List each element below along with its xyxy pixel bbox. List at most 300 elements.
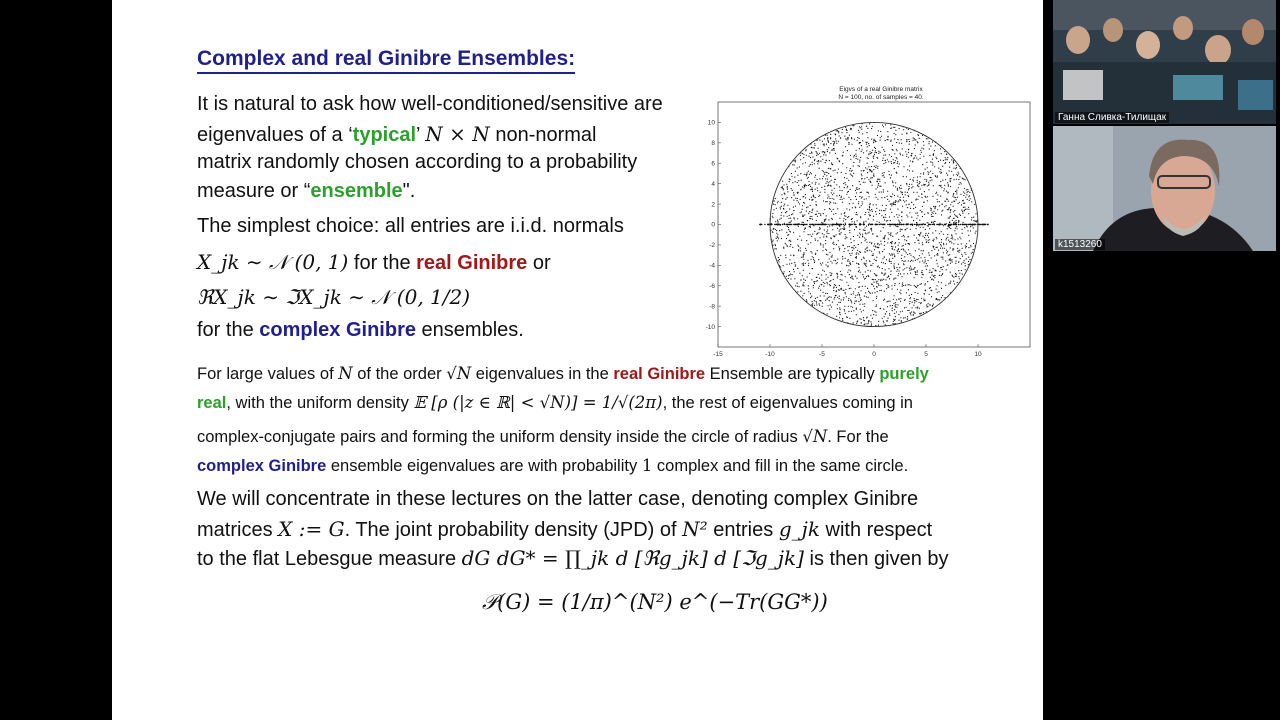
eigenvalue-point [865, 292, 866, 293]
eigenvalue-point [894, 313, 895, 314]
eigenvalue-point [906, 184, 907, 185]
y-tick-label: 2 [711, 201, 715, 209]
eigenvalue-point [884, 275, 885, 276]
eigenvalue-point [938, 168, 939, 169]
eigenvalue-point [900, 154, 901, 155]
eigenvalue-point [890, 232, 891, 233]
eigenvalue-point [863, 152, 864, 153]
eigenvalue-point [954, 197, 955, 198]
eigenvalue-point [920, 232, 921, 233]
eigenvalue-point [945, 157, 946, 158]
eigenvalue-point [937, 201, 938, 202]
eigenvalue-point [928, 184, 929, 185]
eigenvalue-point [882, 175, 883, 176]
eigenvalue-point [864, 264, 865, 265]
eigenvalue-point [821, 280, 822, 281]
real-eigenvalue-point [889, 224, 890, 225]
eigenvalue-point [789, 275, 790, 276]
eigenvalue-point [897, 161, 898, 162]
eigenvalue-point [781, 229, 782, 230]
math-real-normal: X_jk ∼ 𝒩 (0, 1) [197, 250, 349, 274]
eigenvalue-point [965, 269, 966, 270]
p2-text4c: ensembles. [415, 319, 524, 341]
eigenvalue-point [910, 255, 911, 256]
eigenvalue-point [915, 144, 916, 145]
eigenvalue-point [956, 167, 957, 168]
eigenvalue-point [953, 162, 954, 163]
eigenvalue-point [934, 150, 935, 151]
eigenvalue-point [906, 141, 907, 142]
eigenvalue-point [911, 187, 912, 188]
eigenvalue-point [853, 162, 854, 163]
eigenvalue-point [806, 155, 807, 156]
eigenvalue-point [859, 229, 860, 230]
eigenvalue-point [826, 175, 827, 176]
eigenvalue-point [840, 302, 841, 303]
eigenvalue-point [844, 309, 845, 310]
eigenvalue-point [784, 204, 785, 205]
audience-video-image [1053, 0, 1276, 124]
eigenvalue-point [909, 170, 910, 171]
eigenvalue-point [791, 220, 792, 221]
eigenvalue-point [898, 249, 899, 250]
eigenvalue-point [835, 153, 836, 154]
eigenvalue-point [920, 257, 921, 258]
eigenvalue-point [914, 235, 915, 236]
eigenvalue-point [941, 187, 942, 188]
eigenvalue-point [787, 187, 788, 188]
eigenvalue-point [856, 158, 857, 159]
eigenvalue-point [970, 198, 971, 199]
p2-line3 [197, 285, 470, 310]
eigenvalue-point [834, 143, 835, 144]
eigenvalue-point [827, 283, 828, 284]
eigenvalue-point [799, 166, 800, 167]
eigenvalue-point [941, 214, 942, 215]
real-eigenvalue-point [816, 224, 817, 225]
eigenvalue-point [917, 215, 918, 216]
eigenvalue-point [810, 218, 811, 219]
eigenvalue-point [907, 316, 908, 317]
eigenvalue-point [797, 283, 798, 284]
eigenvalue-point [897, 217, 898, 218]
eigenvalue-point [925, 266, 926, 267]
eigenvalue-point [914, 257, 915, 258]
eigenvalue-point [860, 297, 861, 298]
eigenvalue-point [883, 158, 884, 159]
eigenvalue-point [954, 283, 955, 284]
eigenvalue-point [893, 185, 894, 186]
eigenvalue-point [930, 161, 931, 162]
eigenvalue-point [882, 280, 883, 281]
eigenvalue-point [810, 186, 811, 187]
eigenvalue-point [790, 273, 791, 274]
eigenvalue-point [857, 294, 858, 295]
eigenvalue-point [886, 259, 887, 260]
eigenvalue-point [844, 306, 845, 307]
eigenvalue-point [900, 185, 901, 186]
eigenvalue-plot-svg [704, 78, 1034, 360]
eigenvalue-point [816, 234, 817, 235]
eigenvalue-point [884, 151, 885, 152]
eigenvalue-point [814, 145, 815, 146]
eigenvalue-point [889, 234, 890, 235]
eigenvalue-point [863, 229, 864, 230]
eigenvalue-point [911, 311, 912, 312]
eigenvalue-point [837, 262, 838, 263]
eigenvalue-point [867, 177, 868, 178]
eigenvalue-point [924, 191, 925, 192]
eigenvalue-point [773, 228, 774, 229]
eigenvalue-point [865, 167, 866, 168]
eigenvalue-point [885, 313, 886, 314]
eigenvalue-point [926, 138, 927, 139]
eigenvalue-point [874, 311, 875, 312]
eigenvalue-point [895, 134, 896, 135]
eigenvalue-point [775, 221, 776, 222]
eigenvalue-point [844, 229, 845, 230]
eigenvalue-point [845, 276, 846, 277]
eigenvalue-point [866, 276, 867, 277]
eigenvalue-point [819, 178, 820, 179]
eigenvalue-point [890, 177, 891, 178]
eigenvalue-point [899, 163, 900, 164]
eigenvalue-point [823, 213, 824, 214]
eigenvalue-point [865, 278, 866, 279]
eigenvalue-point [903, 200, 904, 201]
real-eigenvalue-point [960, 224, 961, 225]
eigenvalue-point [870, 315, 871, 316]
eigenvalue-point [824, 234, 825, 235]
eigenvalue-point [783, 205, 784, 206]
eigenvalue-point [871, 325, 872, 326]
eigenvalue-point [827, 149, 828, 150]
eigenvalue-point [856, 300, 857, 301]
eigenvalue-point [806, 175, 807, 176]
eigenvalue-point [869, 214, 870, 215]
eigenvalue-point [799, 286, 800, 287]
eigenvalue-point [800, 173, 801, 174]
eigenvalue-point [894, 127, 895, 128]
eigenvalue-point [835, 179, 836, 180]
eigenvalue-point [854, 229, 855, 230]
eigenvalue-point [875, 188, 876, 189]
eigenvalue-point [886, 288, 887, 289]
eigenvalue-point [837, 158, 838, 159]
eigenvalue-point [835, 213, 836, 214]
eigenvalue-point [810, 172, 811, 173]
eigenvalue-point [912, 307, 913, 308]
p4-text3a: to the flat Lebesgue measure [197, 548, 462, 570]
eigenvalue-point [961, 183, 962, 184]
eigenvalue-point [847, 260, 848, 261]
eigenvalue-point [814, 262, 815, 263]
eigenvalue-point [790, 278, 791, 279]
eigenvalue-point [881, 243, 882, 244]
eigenvalue-point [829, 225, 830, 226]
eigenvalue-point [791, 176, 792, 177]
eigenvalue-point [853, 291, 854, 292]
eigenvalue-point [948, 255, 949, 256]
eigenvalue-point [809, 153, 810, 154]
eigenvalue-point [831, 273, 832, 274]
eigenvalue-point [793, 232, 794, 233]
real-eigenvalue-point [826, 224, 827, 225]
eigenvalue-point [951, 202, 952, 203]
eigenvalue-point [772, 213, 773, 214]
eigenvalue-point [953, 248, 954, 249]
eigenvalue-point [960, 182, 961, 183]
eigenvalue-point [822, 141, 823, 142]
eigenvalue-point [833, 193, 834, 194]
eigenvalue-point [800, 155, 801, 156]
eigenvalue-point [789, 240, 790, 241]
eigenvalue-point [812, 182, 813, 183]
eigenvalue-point [922, 270, 923, 271]
eigenvalue-point [935, 270, 936, 271]
eigenvalue-point [888, 286, 889, 287]
math-n-by-n: N × N [425, 122, 490, 146]
eigenvalue-point [946, 154, 947, 155]
eigenvalue-point [896, 142, 897, 143]
eigenvalue-point [832, 229, 833, 230]
eigenvalue-point [846, 178, 847, 179]
eigenvalue-point [917, 182, 918, 183]
eigenvalue-point [937, 209, 938, 210]
eigenvalue-point [912, 269, 913, 270]
real-eigenvalue-point [910, 224, 911, 225]
eigenvalue-point [862, 234, 863, 235]
eigenvalue-point [908, 149, 909, 150]
eigenvalue-point [861, 311, 862, 312]
eigenvalue-point [837, 297, 838, 298]
eigenvalue-point [839, 298, 840, 299]
eigenvalue-point [837, 308, 838, 309]
eigenvalue-point [787, 189, 788, 190]
eigenvalue-point [837, 304, 838, 305]
eigenvalue-point [910, 273, 911, 274]
eigenvalue-point [823, 236, 824, 237]
eigenvalue-point [784, 271, 785, 272]
eigenvalue-point [896, 150, 897, 151]
eigenvalue-point [840, 274, 841, 275]
eigenvalue-point [859, 286, 860, 287]
eigenvalue-point [933, 222, 934, 223]
eigenvalue-point [803, 202, 804, 203]
eigenvalue-point [949, 259, 950, 260]
eigenvalue-point [815, 240, 816, 241]
eigenvalue-point [858, 267, 859, 268]
eigenvalue-point [933, 240, 934, 241]
math-density-formula: 𝔼 [ρ (|z ∈ ℝ| < √N)] = 1/√(2π) [413, 393, 663, 412]
eigenvalue-point [895, 278, 896, 279]
eigenvalue-point [942, 180, 943, 181]
eigenvalue-point [811, 252, 812, 253]
eigenvalue-point [894, 216, 895, 217]
eigenvalue-point [818, 274, 819, 275]
eigenvalue-point [843, 251, 844, 252]
eigenvalue-point [815, 175, 816, 176]
eigenvalue-point [852, 247, 853, 248]
eigenvalue-point [779, 219, 780, 220]
eigenvalue-point [852, 218, 853, 219]
eigenvalue-point [878, 130, 879, 131]
eigenvalue-point [892, 310, 893, 311]
eigenvalue-point [866, 126, 867, 127]
eigenvalue-point [947, 264, 948, 265]
eigenvalue-point [831, 190, 832, 191]
x-tick-label: 0 [872, 351, 876, 358]
eigenvalue-point [933, 304, 934, 305]
eigenvalue-point [945, 179, 946, 180]
y-tick-label: -4 [709, 262, 715, 270]
eigenvalue-point [928, 182, 929, 183]
eigenvalue-point [884, 241, 885, 242]
eigenvalue-point [915, 260, 916, 261]
eigenvalue-point [823, 154, 824, 155]
eigenvalue-point [959, 237, 960, 238]
eigenvalue-point [942, 269, 943, 270]
eigenvalue-point [872, 177, 873, 178]
eigenvalue-point [910, 160, 911, 161]
eigenvalue-point [781, 206, 782, 207]
eigenvalue-point [823, 292, 824, 293]
eigenvalue-point [906, 156, 907, 157]
eigenvalue-point [949, 207, 950, 208]
eigenvalue-point [876, 221, 877, 222]
eigenvalue-point [894, 138, 895, 139]
eigenvalue-point [919, 261, 920, 262]
eigenvalue-point [800, 280, 801, 281]
eigenvalue-point [935, 230, 936, 231]
eigenvalue-point [906, 183, 907, 184]
eigenvalue-point [879, 252, 880, 253]
eigenvalue-point [802, 209, 803, 210]
eigenvalue-point [956, 174, 957, 175]
eigenvalue-point [829, 152, 830, 153]
eigenvalue-point [878, 153, 879, 154]
eigenvalue-point [846, 167, 847, 168]
eigenvalue-point [849, 263, 850, 264]
eigenvalue-point [775, 198, 776, 199]
eigenvalue-point [879, 267, 880, 268]
eigenvalue-point [832, 255, 833, 256]
eigenvalue-point [825, 178, 826, 179]
real-highlight: real [197, 394, 227, 412]
eigenvalue-point [835, 134, 836, 135]
eigenvalue-point [935, 206, 936, 207]
eigenvalue-point [800, 250, 801, 251]
eigenvalue-point [877, 166, 878, 167]
eigenvalue-point [901, 249, 902, 250]
eigenvalue-point [908, 129, 909, 130]
eigenvalue-point [793, 192, 794, 193]
eigenvalue-point [871, 230, 872, 231]
eigenvalue-point [865, 142, 866, 143]
eigenvalue-point [857, 214, 858, 215]
eigenvalue-point [855, 257, 856, 258]
eigenvalue-point [966, 194, 967, 195]
eigenvalue-point [814, 231, 815, 232]
eigenvalue-point [943, 225, 944, 226]
eigenvalue-point [933, 276, 934, 277]
eigenvalue-point [952, 196, 953, 197]
eigenvalue-point [894, 263, 895, 264]
y-tick-label: -8 [709, 303, 715, 311]
eigenvalue-point [910, 285, 911, 286]
math-one: 1 [641, 456, 653, 475]
eigenvalue-point [906, 139, 907, 140]
eigenvalue-point [844, 177, 845, 178]
eigenvalue-point [926, 263, 927, 264]
p1-line4 [197, 180, 415, 203]
eigenvalue-point [873, 158, 874, 159]
eigenvalue-point [886, 311, 887, 312]
eigenvalue-point [804, 186, 805, 187]
eigenvalue-point [836, 287, 837, 288]
eigenvalue-point [949, 167, 950, 168]
eigenvalue-point [866, 150, 867, 151]
eigenvalue-point [815, 201, 816, 202]
eigenvalue-point [889, 278, 890, 279]
eigenvalue-point [923, 185, 924, 186]
video-tile-speaker[interactable] [1053, 126, 1276, 251]
eigenvalue-point [894, 249, 895, 250]
eigenvalue-point [860, 309, 861, 310]
eigenvalue-point [867, 192, 868, 193]
eigenvalue-point [923, 148, 924, 149]
eigenvalue-point [872, 150, 873, 151]
eigenvalue-point [915, 272, 916, 273]
eigenvalue-point [856, 254, 857, 255]
eigenvalue-point [891, 205, 892, 206]
real-eigenvalue-point [897, 224, 898, 225]
eigenvalue-point [880, 152, 881, 153]
eigenvalue-point [825, 293, 826, 294]
eigenvalue-point [941, 245, 942, 246]
video-tile-audience[interactable] [1053, 0, 1276, 124]
eigenvalue-point [895, 306, 896, 307]
eigenvalue-point [863, 222, 864, 223]
eigenvalue-point [893, 303, 894, 304]
eigenvalue-point [894, 133, 895, 134]
eigenvalue-point [793, 255, 794, 256]
eigenvalue-point [913, 192, 914, 193]
eigenvalue-point [873, 219, 874, 220]
eigenvalue-point [855, 297, 856, 298]
eigenvalue-point [892, 305, 893, 306]
eigenvalue-point [831, 297, 832, 298]
eigenvalue-point [810, 216, 811, 217]
eigenvalue-point [813, 285, 814, 286]
eigenvalue-point [941, 282, 942, 283]
eigenvalue-point [839, 135, 840, 136]
eigenvalue-point [975, 231, 976, 232]
eigenvalue-point [809, 199, 810, 200]
eigenvalue-point [899, 221, 900, 222]
eigenvalue-point [873, 253, 874, 254]
real-eigenvalue-point [854, 224, 855, 225]
eigenvalue-point [920, 233, 921, 234]
eigenvalue-point [832, 243, 833, 244]
eigenvalue-point [808, 285, 809, 286]
eigenvalue-point [878, 285, 879, 286]
eigenvalue-point [909, 303, 910, 304]
eigenvalue-point [813, 287, 814, 288]
eigenvalue-point [786, 264, 787, 265]
eigenvalue-point [953, 179, 954, 180]
eigenvalue-point [810, 293, 811, 294]
